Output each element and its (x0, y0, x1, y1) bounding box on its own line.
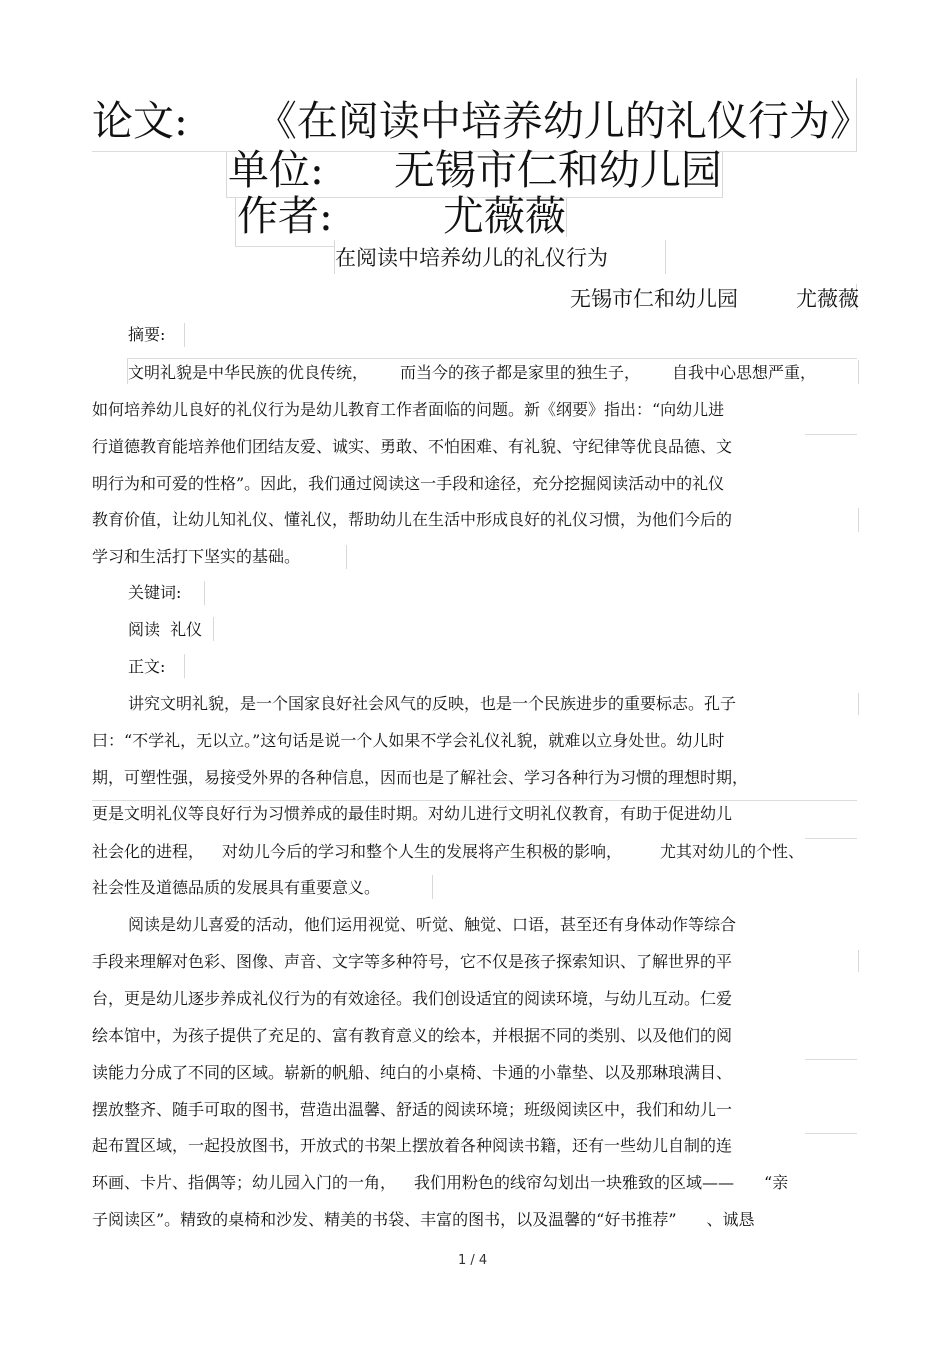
para2-line-7: 起布置区域，一起投放图书，开放式的书架上摆放着各种阅读书籍，还有一些幼儿自制的连 (92, 1136, 733, 1155)
title-label: 论文: (92, 97, 188, 145)
keywords: 阅读 礼仪 (128, 620, 203, 639)
text-segment: 、诚恳 (706, 1210, 755, 1229)
doc-unit-line (228, 146, 722, 194)
article-byline (570, 284, 859, 314)
text-segment: 自我中心思想严重， (672, 363, 817, 382)
keywords-heading: 关键词: (128, 583, 182, 602)
abstract-line-2: 如何培养幼儿良好的礼仪行为是幼儿教育工作者面临的问题。新《纲要》指出：“向幼儿进 (92, 400, 725, 419)
abstract-line-6: 学习和生活打下坚实的基础。 (92, 547, 301, 566)
abstract-line-1 (128, 362, 816, 384)
para1-line-6: 社会性及道德品质的发展具有重要意义。 (92, 878, 381, 897)
text-segment: 而当今的孩子都是家里的独生子， (400, 363, 641, 382)
unit-label: 单位: (228, 146, 324, 194)
para1-line-1: 讲究文明礼貌，是一个国家良好社会风气的反映，也是一个民族进步的重要标志。孔子 (128, 694, 737, 713)
para2-line-4: 绘本馆中，为孩子提供了充足的、富有教育意义的绘本，并根据不同的类别、以及他们的阅 (92, 1026, 733, 1045)
abstract-line-5: 教育价值，让幼儿知礼仪、懂礼仪，帮助幼儿在生活中形成良好的礼仪习惯，为他们今后的 (92, 510, 733, 529)
para2-line-1: 阅读是幼儿喜爱的活动，他们运用视觉、听觉、触觉、口语，甚至还有身体动作等综合 (128, 915, 737, 934)
text-segment: 环画、卡片、指偶等；幼儿园入门的一角， (92, 1173, 397, 1192)
abstract-line-3: 行道德教育能培养他们团结友爱、诚实、勇敢、不怕困难、有礼貌、守纪律等优良品德、文 (92, 437, 733, 456)
page-number: 1 / 4 (458, 1253, 488, 1268)
article-affiliation: 无锡市仁和幼儿园 (570, 287, 738, 311)
author-value: 尤薇薇 (442, 192, 566, 240)
para1-line-2: 曰：“不学礼，无以立。”这句话是说一个人如果不学会礼仪礼貌，就难以立身处世。幼儿时 (92, 731, 725, 750)
para2-line-2: 手段来理解对色彩、图像、声音、文字等多种符号，它不仅是孩子探索知识、了解世界的平 (92, 952, 733, 971)
para1-line-4: 更是文明礼仪等良好行为习惯养成的最佳时期。对幼儿进行文明礼仪教育，有助于促进幼儿 (92, 804, 733, 823)
unit-value: 无锡市仁和幼儿园 (393, 146, 722, 194)
text-segment: 对幼儿今后的学习和整个人生的发展将产生积极的影响， (222, 842, 623, 861)
abstract-heading: 摘要: (128, 325, 166, 344)
para2-line-8 (92, 1172, 788, 1194)
article-author: 尤薇薇 (796, 287, 859, 311)
text-segment: “亲 (764, 1173, 789, 1192)
para2-line-9 (92, 1209, 755, 1231)
abstract-line-4: 明行为和可爱的性格”。因此，我们通过阅读这一手段和途径，充分挖掘阅读活动中的礼仪 (92, 474, 725, 493)
article-title: 在阅读中培养幼儿的礼仪行为 (335, 246, 608, 270)
title-value: 《在阅读中培养幼儿的礼仪行为》 (255, 97, 871, 145)
body-heading: 正文: (128, 657, 166, 676)
para1-line-3: 期，可塑性强，易接受外界的各种信息，因而也是了解社会、学习各种行为习惯的理想时期， (92, 768, 749, 787)
text-segment: 社会化的进程， (92, 842, 205, 861)
text-segment: 尤其对幼儿的个性、 (660, 842, 805, 861)
para2-line-3: 台，更是幼儿逐步养成礼仪行为的有效途径。我们创设适宜的阅读环境，与幼儿互动。仁爱 (92, 989, 733, 1008)
para2-line-6: 摆放整齐、随手可取的图书，营造出温馨、舒适的阅读环境；班级阅读区中，我们和幼儿一 (92, 1100, 733, 1119)
author-label: 作者: (237, 192, 333, 240)
text-segment: 文明礼貌是中华民族的优良传统， (128, 363, 369, 382)
doc-title-line (92, 97, 871, 145)
text-segment: 子阅读区”。精致的桌椅和沙发、精美的书袋、丰富的图书，以及温馨的“好书推荐” (92, 1210, 677, 1229)
doc-author-line (237, 192, 566, 240)
para1-line-5 (92, 841, 804, 863)
para2-line-5: 读能力分成了不同的区域。崭新的帆船、纯白的小桌椅、卡通的小靠垫、以及那琳琅满目、 (92, 1063, 733, 1082)
text-segment: 我们用粉色的线帘勾划出一块雅致的区域—— (414, 1173, 735, 1192)
